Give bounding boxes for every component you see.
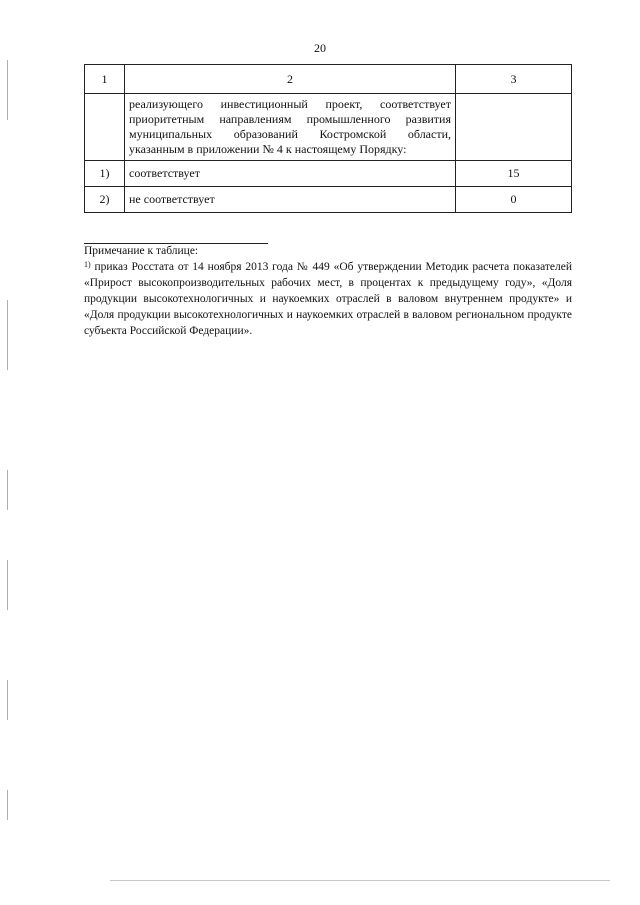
footnote-heading: Примечание к таблице: <box>84 245 199 257</box>
table-cell-empty <box>456 94 572 161</box>
criterion-description: реализующего инвестиционный проект, соответствует приоритетным направлениям промышленного развития муниципальных образований Костромской области, указанным в приложении № 4 к настоящему Порядку: <box>125 94 456 161</box>
column-header-1: 1 <box>85 65 125 94</box>
criteria-table <box>84 64 572 213</box>
option-number: 1) <box>85 161 125 187</box>
table-row <box>85 94 572 161</box>
column-header-3: 3 <box>456 65 572 94</box>
option-score: 15 <box>456 161 572 187</box>
footnote-marker: 1) <box>84 260 91 269</box>
scan-artifact <box>7 470 8 510</box>
table-cell-empty <box>85 94 125 161</box>
scan-artifact <box>7 790 8 820</box>
footnote-text <box>84 259 572 339</box>
table-header-row <box>85 65 572 94</box>
footnote-body: приказ Росстата от 14 ноября 2013 года № 449 «Об утверждении Методик расчета показателей «Прирост высокопроизводительных рабочих мест, в процентах к предыдущему году», «Доля продукции высокотехнологичных и наукоемких отраслей в валовом внутреннем продукте» и «Доля продукции высокотехнологичных и наукоемких отраслей в валовом региональном продукте субъекта Российской Федерации». <box>84 261 572 337</box>
table-row <box>85 187 572 213</box>
option-label: соответствует <box>125 161 456 187</box>
page-number: 20 <box>314 41 326 55</box>
table-row <box>85 161 572 187</box>
option-score: 0 <box>456 187 572 213</box>
scan-artifact <box>110 880 610 881</box>
scan-artifact <box>7 560 8 610</box>
scan-artifact <box>7 300 8 370</box>
column-header-2: 2 <box>125 65 456 94</box>
scan-artifact <box>7 60 8 120</box>
option-number: 2) <box>85 187 125 213</box>
option-label: не соответствует <box>125 187 456 213</box>
scan-artifact <box>7 680 8 720</box>
footnote-divider <box>84 243 268 244</box>
